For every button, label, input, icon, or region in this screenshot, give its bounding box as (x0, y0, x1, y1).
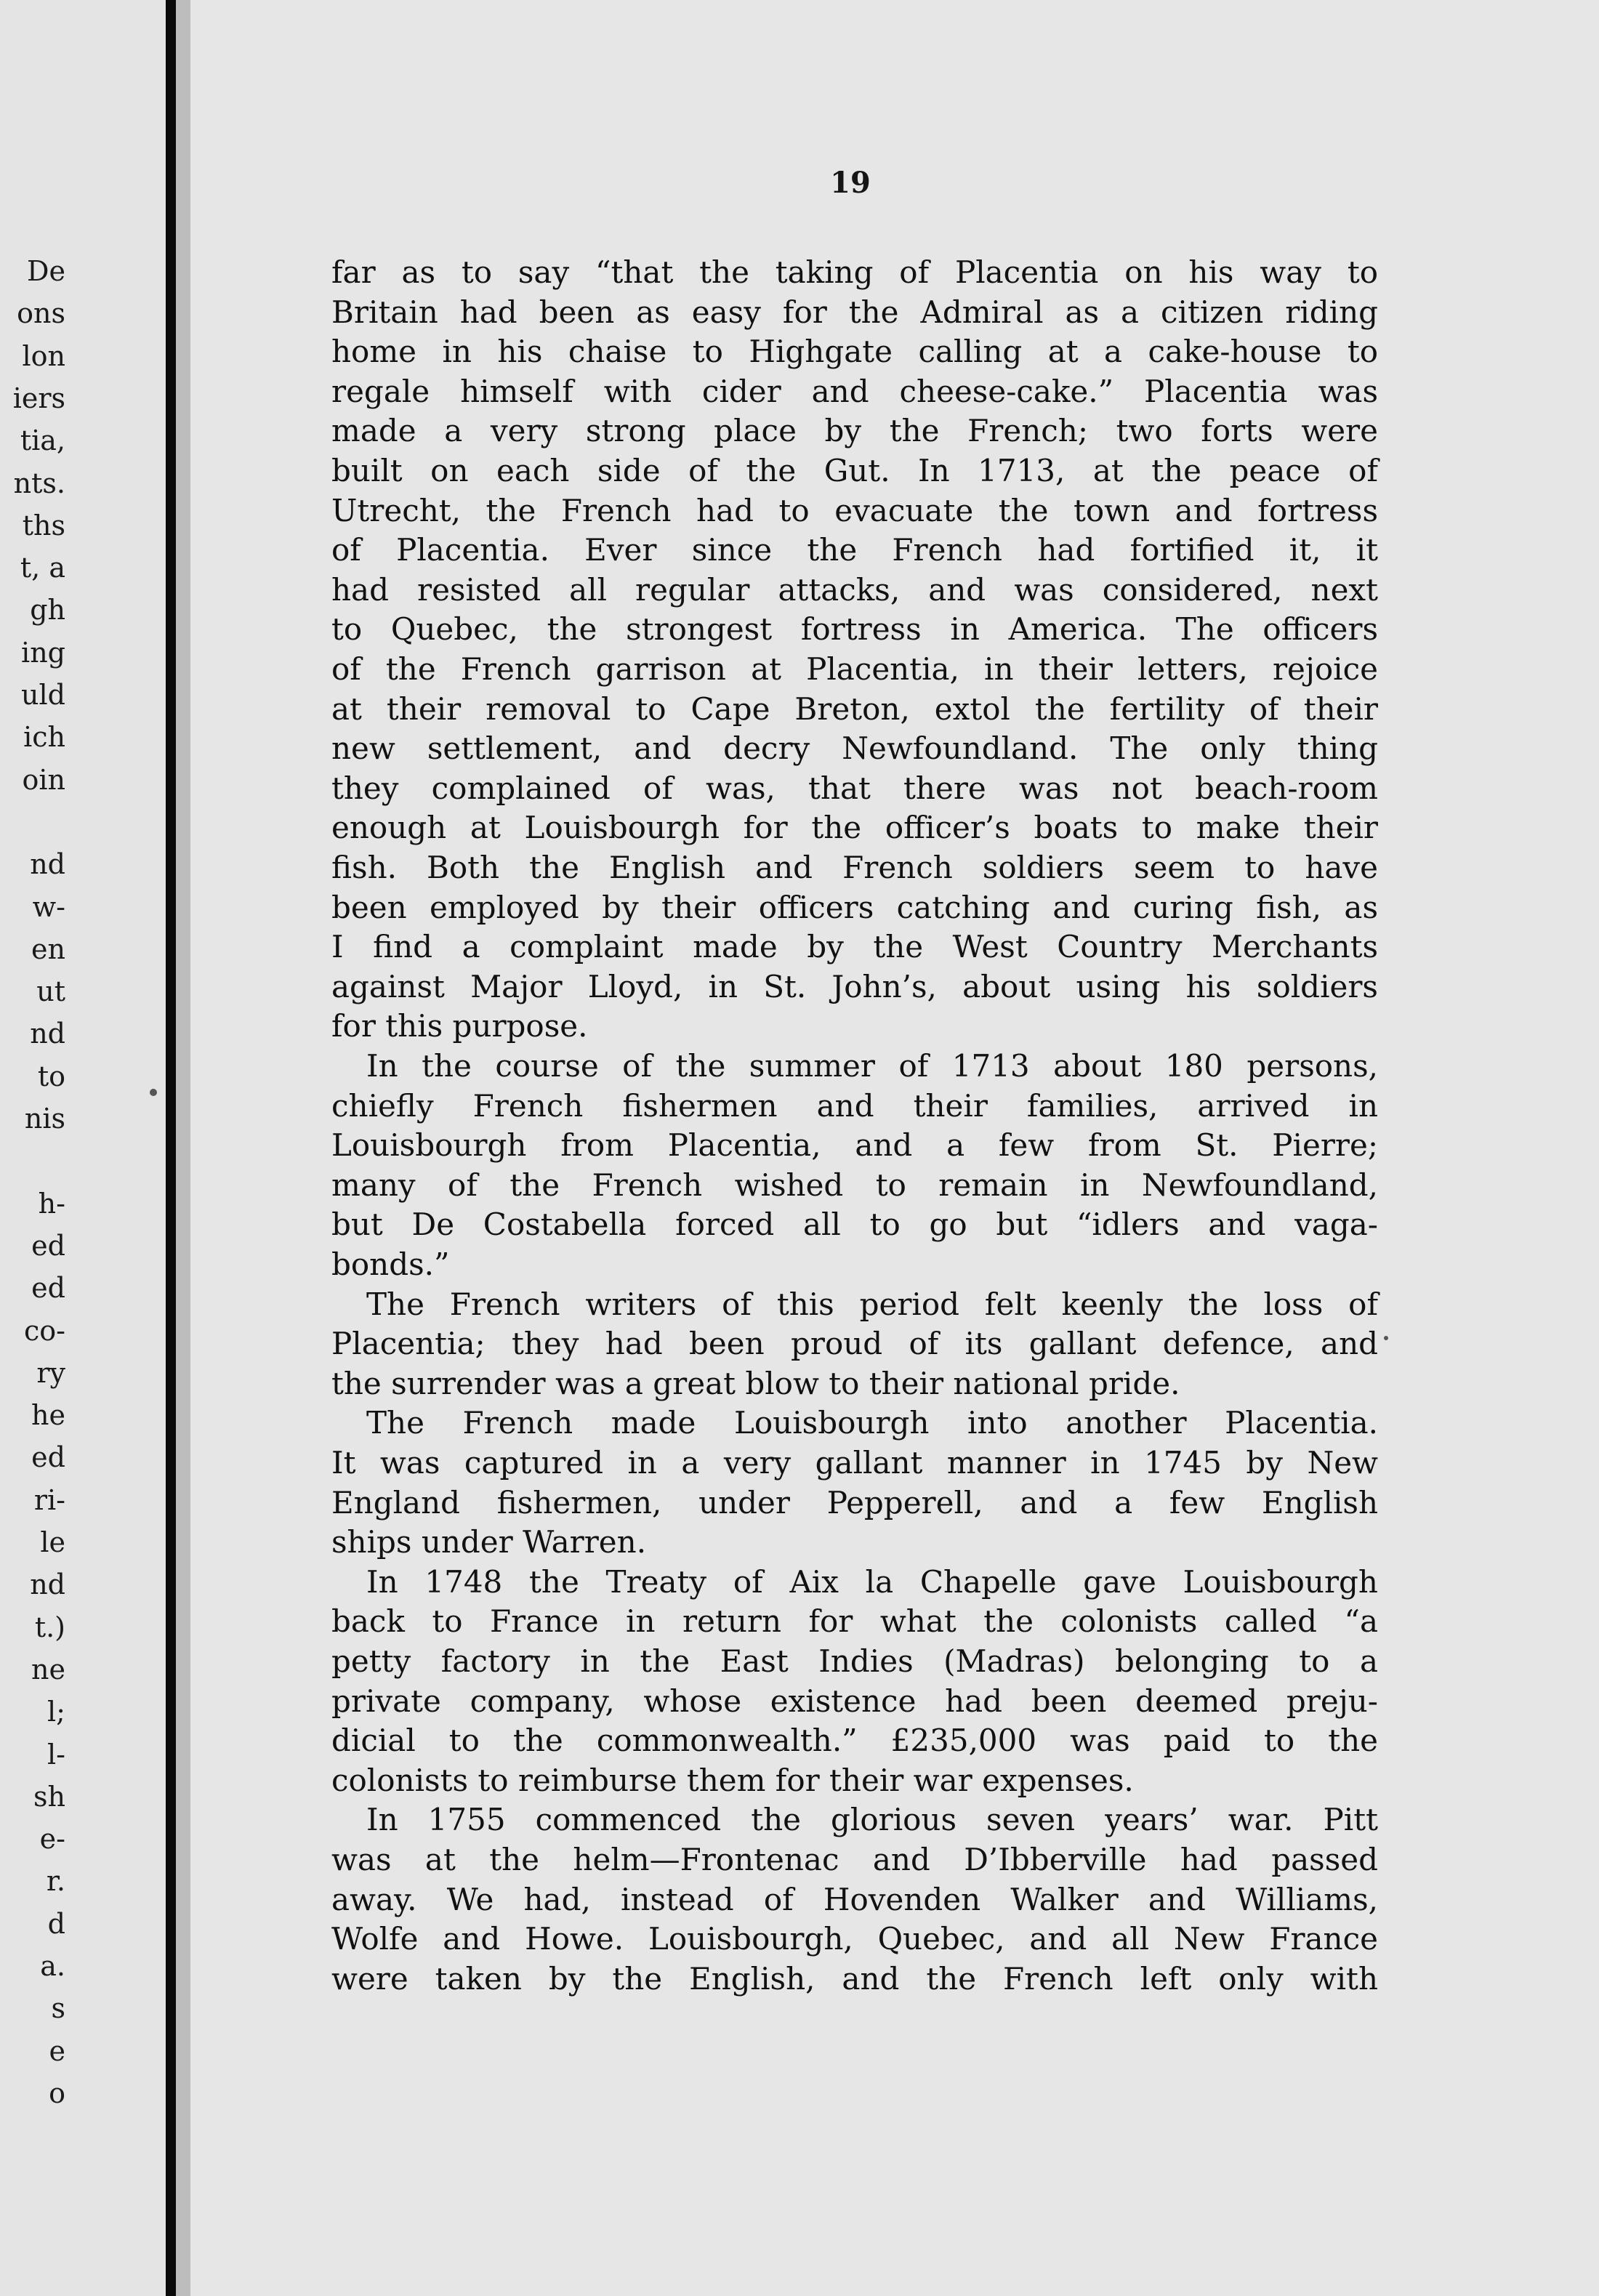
left-page-fragment: nts. (13, 467, 65, 499)
left-page-fragment: d (47, 1908, 65, 1940)
text-line: but De Costabella forced all to go but “idlers and vaga- (331, 1207, 1378, 1242)
left-page-fragment: h- (38, 1188, 65, 1220)
text-line: made a very strong place by the French; two forts were (331, 413, 1378, 448)
left-page-fragment: ed (31, 1272, 65, 1304)
left-page-fragment: oin (22, 764, 65, 796)
left-page-fragment: ry (36, 1357, 65, 1389)
text-line: had resisted all regular attacks, and was considered, next (331, 572, 1378, 608)
left-page-fragment: lon (22, 340, 65, 372)
text-line: private company, whose existence had been deemed preju- (331, 1683, 1378, 1719)
text-line: I find a complaint made by the West Country Merchants (331, 929, 1378, 964)
text-line: Wolfe and Howe. Louisbourgh, Quebec, and all New France (331, 1921, 1378, 1957)
text-line: at their removal to Cape Breton, extol the fertility of their (331, 691, 1378, 727)
left-page-fragment: r. (46, 1865, 65, 1897)
text-line: been employed by their officers catching and curing fish, as (331, 890, 1378, 925)
text-line: regale himself with cider and cheese-cake.” Placentia was (331, 374, 1378, 409)
text-line: away. We had, instead of Hovenden Walker and Williams, (331, 1882, 1378, 1917)
text-line: dicial to the commonwealth.” £235,000 was paid to the (331, 1723, 1378, 1758)
left-page-fragment: tia, (20, 424, 65, 456)
text-line: bonds.” (331, 1246, 450, 1282)
left-page-fragment: ed (31, 1230, 65, 1262)
text-line: ships under Warren. (331, 1524, 647, 1560)
text-line: far as to say “that the taking of Placentia on his way to (331, 254, 1378, 290)
left-page-fragment: o (49, 2077, 65, 2109)
text-line: were taken by the English, and the French left only with (331, 1961, 1378, 1997)
text-line: to Quebec, the strongest fortress in America. The officers (331, 611, 1378, 647)
left-page-fragment: w- (32, 891, 65, 923)
text-line: many of the French wished to remain in Newfoundland, (331, 1167, 1378, 1203)
left-page-fragment: l; (47, 1696, 65, 1728)
left-page-fragment: co- (24, 1315, 65, 1347)
previous-page-edge (0, 0, 166, 2296)
text-line: Placentia; they had been proud of its gallant defence, and (331, 1326, 1378, 1361)
left-page-fragment: en (31, 933, 65, 965)
left-page-fragment: e- (39, 1823, 65, 1855)
left-page-fragment: nis (24, 1103, 65, 1135)
left-page-fragment: to (37, 1060, 65, 1092)
left-page-fragment: le (40, 1526, 65, 1558)
left-page-fragment: ri- (33, 1484, 65, 1516)
left-page-fragment: he (31, 1399, 65, 1431)
text-line: home in his chaise to Highgate calling at a cake-house to (331, 334, 1378, 369)
left-page-fragment: sh (33, 1781, 65, 1813)
text-line: colonists to reimburse them for their war expenses. (331, 1763, 1134, 1798)
left-page-fragment: ons (17, 297, 65, 329)
text-line: It was captured in a very gallant manner in 1745 by New (331, 1445, 1378, 1481)
left-page-fragment: e (49, 2035, 65, 2067)
left-page-fragment: ed (31, 1441, 65, 1473)
ink-speck (150, 1089, 157, 1096)
left-page-fragment: t, a (20, 552, 65, 584)
gutter-shadow (176, 0, 190, 2296)
text-line: of the French garrison at Placentia, in their letters, rejoice (331, 651, 1378, 687)
text-line: the surrender was a great blow to their national pride. (331, 1366, 1180, 1401)
left-page-fragment: gh (30, 594, 65, 626)
left-page-fragment: l- (47, 1739, 65, 1771)
text-line: back to France in return for what the colonists called “a (331, 1603, 1378, 1639)
text-line: they complained of was, that there was not beach-room (331, 770, 1378, 806)
text-line: chiefly French fishermen and their families, arrived in (331, 1088, 1378, 1124)
left-page-fragment: a. (40, 1950, 65, 1982)
text-line: Britain had been as easy for the Admiral as a citizen riding (331, 294, 1378, 330)
text-line: for this purpose. (331, 1008, 588, 1044)
left-page-fragment: ing (21, 637, 65, 669)
text-line: was at the helm—Frontenac and D’Ibberville had passed (331, 1842, 1378, 1877)
text-line: England fishermen, under Pepperell, and a few English (331, 1485, 1378, 1520)
left-page-fragment: t.) (34, 1611, 65, 1643)
text-line: In 1755 commenced the glorious seven years’ war. Pitt (366, 1802, 1378, 1837)
book-gutter (166, 0, 176, 2296)
text-line: petty factory in the East Indies (Madras) belonging to a (331, 1643, 1378, 1679)
left-page-fragment: ne (31, 1653, 65, 1685)
left-page-fragment: uld (21, 679, 65, 711)
text-line: The French writers of this period felt keenly the loss of (366, 1286, 1378, 1322)
left-page-fragment: ich (23, 721, 65, 753)
left-page-fragment: ths (22, 509, 65, 541)
text-line: fish. Both the English and French soldiers seem to have (331, 850, 1378, 885)
page-number: 19 (830, 166, 871, 200)
left-page-fragment: De (27, 255, 65, 287)
text-line: of Placentia. Ever since the French had fortified it, it (331, 532, 1378, 568)
text-line: The French made Louisbourgh into another Placentia. (366, 1405, 1378, 1441)
left-page-fragment: nd (30, 848, 65, 880)
ink-speck (1384, 1336, 1388, 1340)
left-page-fragment: nd (30, 1018, 65, 1050)
text-line: against Major Lloyd, in St. John’s, about using his soldiers (331, 969, 1378, 1004)
text-line: enough at Louisbourgh for the officer’s boats to make their (331, 810, 1378, 845)
text-line: In 1748 the Treaty of Aix la Chapelle gave Louisbourgh (366, 1564, 1378, 1600)
text-line: new settlement, and decry Newfoundland. The only thing (331, 730, 1378, 766)
left-page-fragment: s (51, 1992, 65, 2024)
left-page-fragment: ut (36, 975, 65, 1007)
text-line: Utrecht, the French had to evacuate the town and fortress (331, 493, 1378, 528)
left-page-fragment: nd (30, 1568, 65, 1600)
text-line: built on each side of the Gut. In 1713, at the peace of (331, 453, 1378, 488)
left-page-fragment: iers (12, 382, 65, 414)
text-line: Louisbourgh from Placentia, and a few from St. Pierre; (331, 1127, 1378, 1163)
text-line: In the course of the summer of 1713 about 180 persons, (366, 1048, 1378, 1084)
